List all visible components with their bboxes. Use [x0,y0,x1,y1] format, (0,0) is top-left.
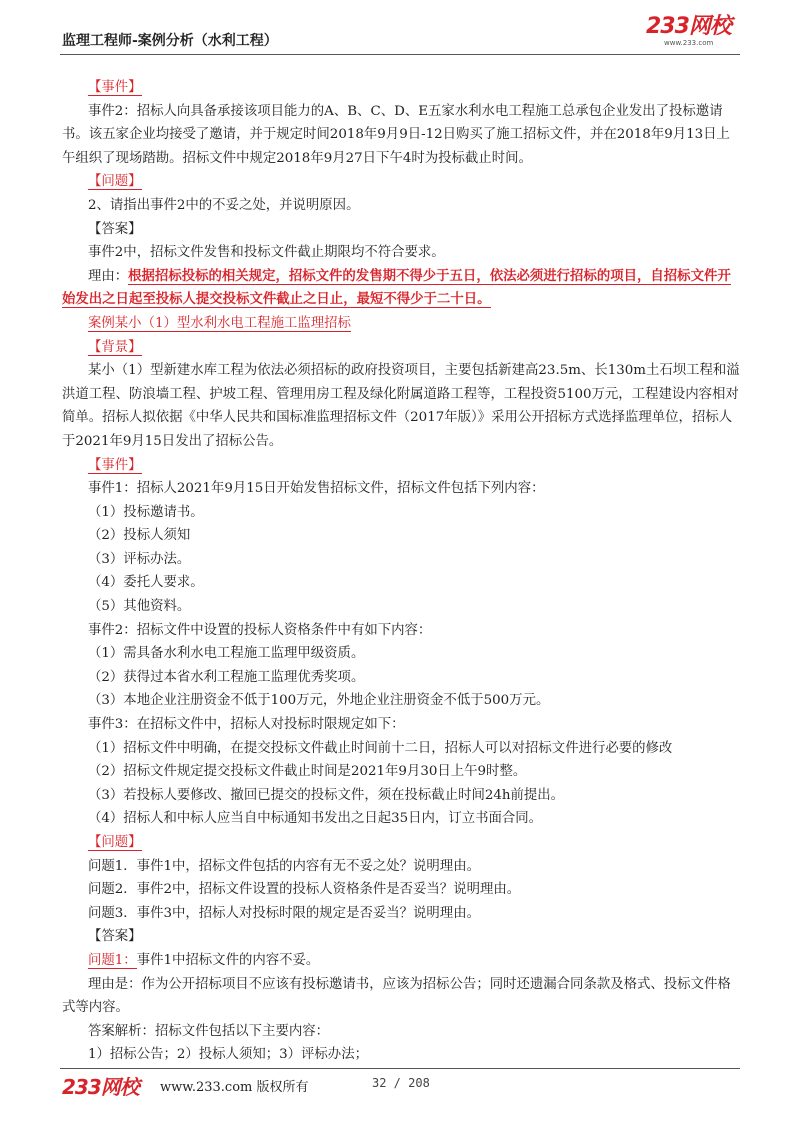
logo-url: www.233.com [664,39,714,47]
list-item: （3）若投标人要修改、撤回已提交的投标文件，须在投标截止时间24h前提出。 [88,787,565,803]
answer1-line [62,949,742,973]
question-item: 问题1．事件1中，招标文件包括的内容有无不妥之处？说明理由。 [88,858,480,874]
analysis-items: 1）招标公告；2）投标人须知；3）评标办法； [88,1047,368,1063]
document-header-title: 监理工程师-案例分析（水利工程） [62,33,278,49]
list-item: （2）投标人须知 [88,528,191,544]
background-tag: 【背景】 [88,339,142,355]
event-tag: 【事件】 [88,80,142,95]
reason-label: 理由： [88,268,129,284]
case-answer-tag: 【答案】 [88,929,142,945]
answer1-reason: 理由是：作为公开招标项目不应该有投标邀请书，应该为招标公告；同时还遗漏合同条款及格式、投标文件格式等内容。 [62,976,731,1016]
event3-text: 事件3：在招标文件中，招标人对投标时限规定如下： [88,717,405,733]
case-event-tag: 【事件】 [88,457,142,473]
answer1-text: 事件1中招标文件的内容不妥。 [136,952,320,968]
list-item: （2）招标文件规定提交投标文件截止时间是2021年9月30日上午9时整。 [88,764,527,780]
document-body [62,76,742,1067]
list-item: （1）需具备水利水电工程施工监理甲级资质。 [88,646,365,662]
question-text: 2、请指出事件2中的不妥之处，并说明原因。 [88,197,360,213]
event2-case-text: 事件2：招标文件中设置的投标人资格条件中有如下内容： [88,622,432,638]
answer-tag: 【答案】 [88,221,142,237]
list-item: （3）本地企业注册资金不低于100万元，外地企业注册资金不低于500万元。 [88,693,550,709]
footer-copyright: www.233.com 版权所有 [160,1080,309,1095]
case-question-tag: 【问题】 [88,835,142,850]
analysis-text: 答案解析：招标文件包括以下主要内容： [88,1023,330,1039]
footer-logo[interactable]: 233网校 [62,1075,139,1099]
list-item: （5）其他资料。 [88,599,191,615]
brand-logo[interactable] [646,16,736,52]
reason-text: 根据招标投标的相关规定，招标文件的发售期不得少于五日，依法必须进行招标的项目，自招标文件开始发出之日起至投标人提交投标文件截止之日止，最短不得少于二十日。 [62,267,731,308]
reason-paragraph [62,265,742,312]
event2-text: 事件2：招标人向具备承接该项目能力的A、B、C、D、E五家水利水电工程施工总承包企业发出了投标邀请书。该五家企业均接受了邀请，并于规定时间2018年9月9日-12日购买了施工招标文件，并在2018年9月13日上午组织了现场踏勘。招标文件中规定2018年9月27日下午4时为投标截止时间。 [62,103,730,166]
background-text: 某小（1）型新建水库工程为依法必须招标的政府投资项目，主要包括新建高23.5m、长130m土石坝工程和溢洪道工程、防浪墙工程、护坡工程、管理用房工程及绿化附属道路工程等，工程投资5100万元，工程建设内容相对简单。招标人拟依据《中华人民共和国标准监理招标文件（2017年版）》采用公开招标方式选择监理单位，招标人于2021年9月15日发出了招标公告。 [62,363,740,449]
list-item: （4）委托人要求。 [88,575,204,591]
question-item: 问题3．事件3中，招标人对投标时限的规定是否妥当？说明理由。 [88,905,480,921]
list-item: （4）招标人和中标人应当自中标通知书发出之日起35日内，订立书面合同。 [88,811,543,827]
question-tag: 【问题】 [88,174,142,190]
case-title: 案例某小（1）型水利水电工程施工监理招标 [88,315,351,331]
event1-text: 事件1：招标人2021年9月15日开始发售招标文件，招标文件包括下列内容： [88,481,545,497]
list-item: （1）招标文件中明确，在提交投标文件截止时间前十二日，招标人可以对招标文件进行必要的修改 [88,740,673,756]
answer1-label: 问题1： [88,952,137,968]
list-item: （1）投标邀请书。 [88,504,204,520]
header-divider [60,54,740,55]
logo-text: 233网校 [646,14,731,39]
question-item: 问题2．事件2中，招标文件设置的投标人资格条件是否妥当？说明理由。 [88,882,521,898]
list-item: （3）评标办法。 [88,551,191,567]
answer-text: 事件2中，招标文件发售和投标文件截止期限均不符合要求。 [88,245,445,261]
list-item: （2）获得过本省水利工程施工监理优秀奖项。 [88,669,365,685]
footer-divider [60,1068,740,1069]
page-number: 32 / 208 [372,1076,430,1090]
